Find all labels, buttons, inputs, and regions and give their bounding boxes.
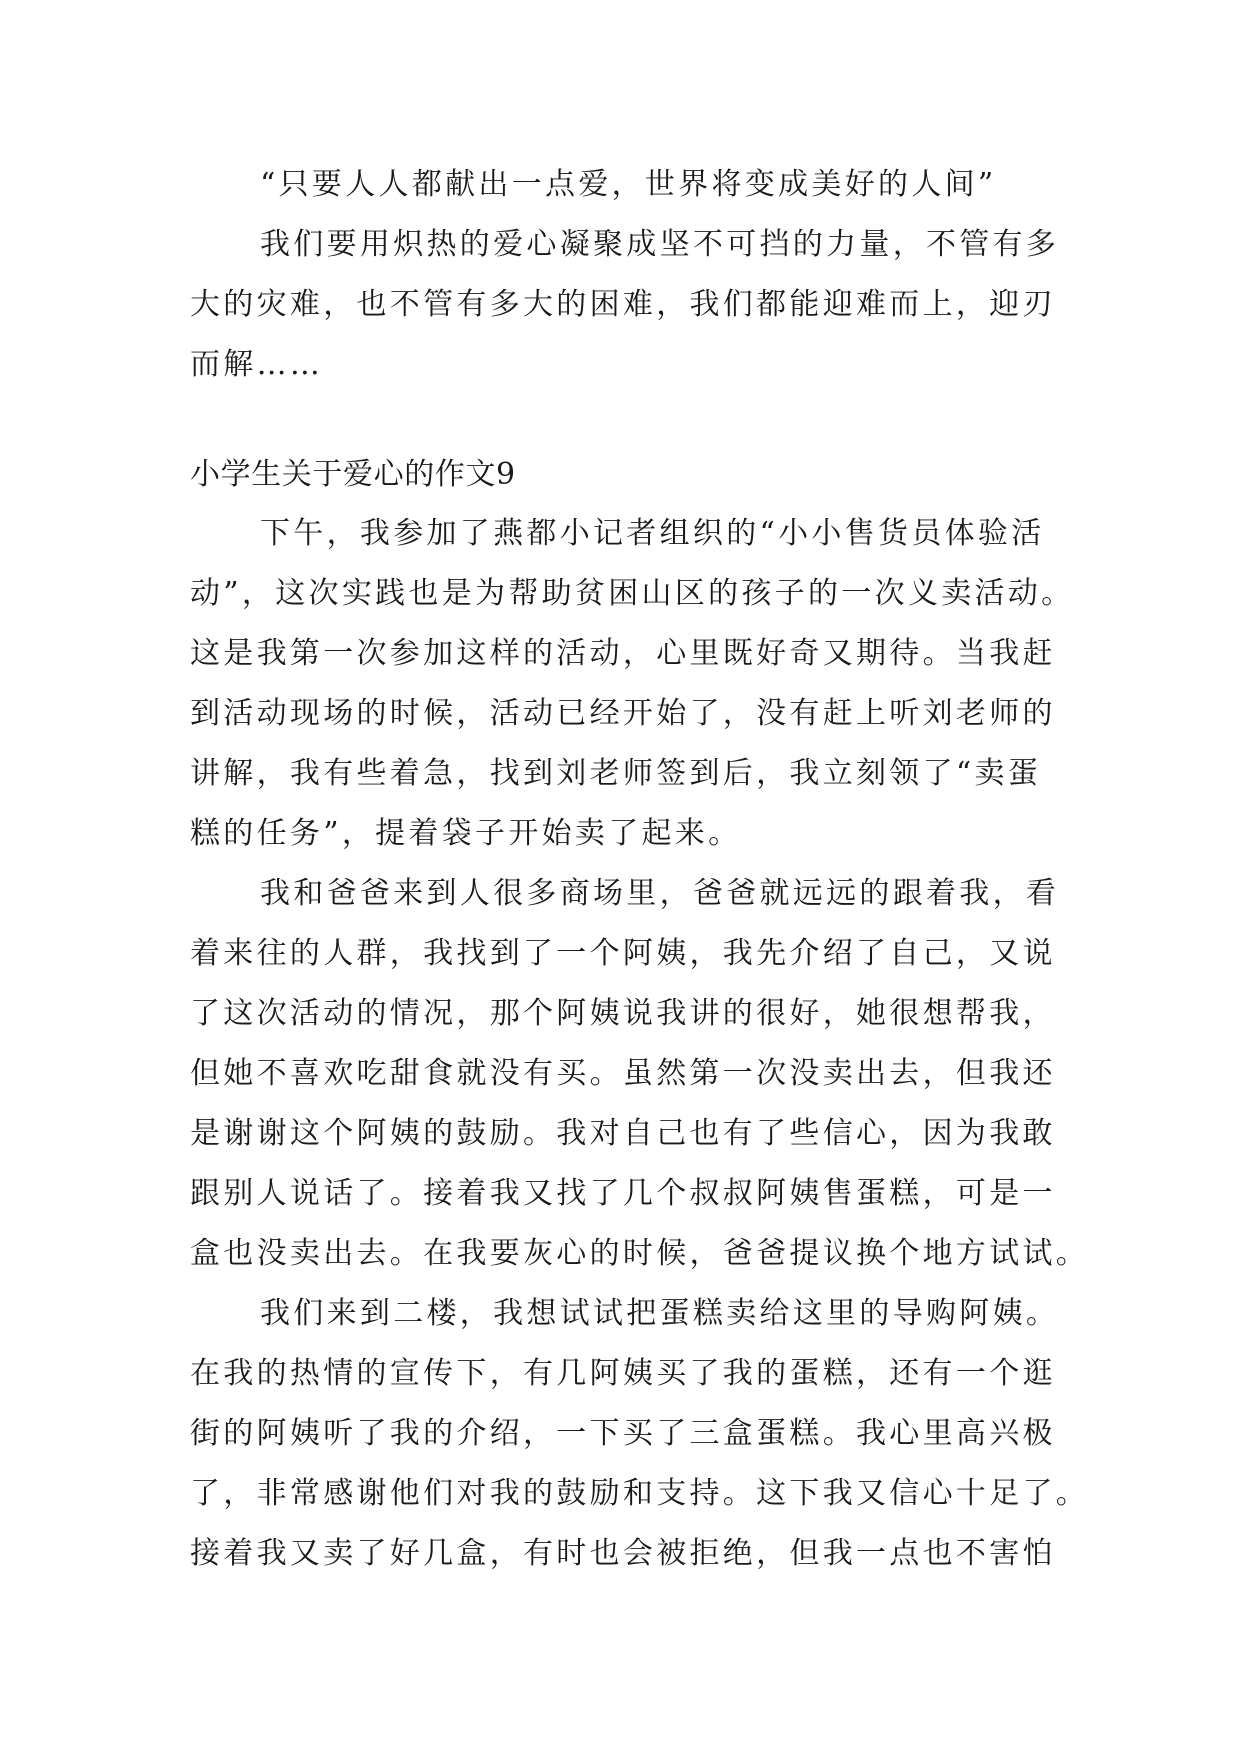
text-line: 但她不喜欢吃甜食就没有买。虽然第一次没卖出去，但我还 — [190, 1056, 1056, 1091]
text-line: 讲解，我有些着急，找到刘老师签到后，我立刻领了“卖蛋 — [190, 756, 1042, 791]
text-line: 着来往的人群，我找到了一个阿姨，我先介绍了自己，又说 — [190, 936, 1056, 971]
text-line: 我和爸爸来到人很多商场里，爸爸就远远的跟着我，看 — [260, 876, 1060, 911]
text-line: 而解…… — [190, 347, 324, 382]
text-line: 我们来到二楼，我想试试把蛋糕卖给这里的导购阿姨。 — [260, 1296, 1060, 1331]
text-line: 接着我又卖了好几盒，有时也会被拒绝，但我一点也不害怕 — [190, 1536, 1056, 1571]
text-line: 了，非常感谢他们对我的鼓励和支持。这下我又信心十足了。 — [190, 1476, 1090, 1511]
text-line: 了这次活动的情况，那个阿姨说我讲的很好，她很想帮我， — [190, 996, 1056, 1031]
text-line: 动”，这次实践也是为帮助贫困山区的孩子的一次义卖活动。 — [190, 576, 1075, 611]
text-line: 街的阿姨听了我的介绍，一下买了三盒蛋糕。我心里高兴极 — [190, 1416, 1056, 1451]
text-line: 在我的热情的宣传下，有几阿姨买了我的蛋糕，还有一个逛 — [190, 1356, 1056, 1391]
text-line: 这是我第一次参加这样的活动，心里既好奇又期待。当我赶 — [190, 636, 1056, 671]
text-line: 跟别人说话了。接着我又找了几个叔叔阿姨售蛋糕，可是一 — [190, 1176, 1056, 1211]
text-line: 是谢谢这个阿姨的鼓励。我对自己也有了些信心，因为我敢 — [190, 1116, 1056, 1151]
section-heading: 小学生关于爱心的作文9 — [190, 457, 516, 492]
text-line: 我们要用炽热的爱心凝聚成坚不可挡的力量，不管有多 — [260, 227, 1060, 262]
text-line: “只要人人都献出一点爱，世界将变成美好的人间” — [260, 167, 997, 202]
text-line: 盒也没卖出去。在我要灰心的时候，爸爸提议换个地方试试。 — [190, 1236, 1090, 1271]
text-line: 下午，我参加了燕都小记者组织的“小小售货员体验活 — [260, 516, 1045, 551]
text-line: 糕的任务”，提着袋子开始卖了起来。 — [190, 816, 742, 851]
text-line: 大的灾难，也不管有多大的困难，我们都能迎难而上，迎刃 — [190, 287, 1056, 322]
text-line: 到活动现场的时候，活动已经开始了，没有赶上听刘老师的 — [190, 696, 1056, 731]
